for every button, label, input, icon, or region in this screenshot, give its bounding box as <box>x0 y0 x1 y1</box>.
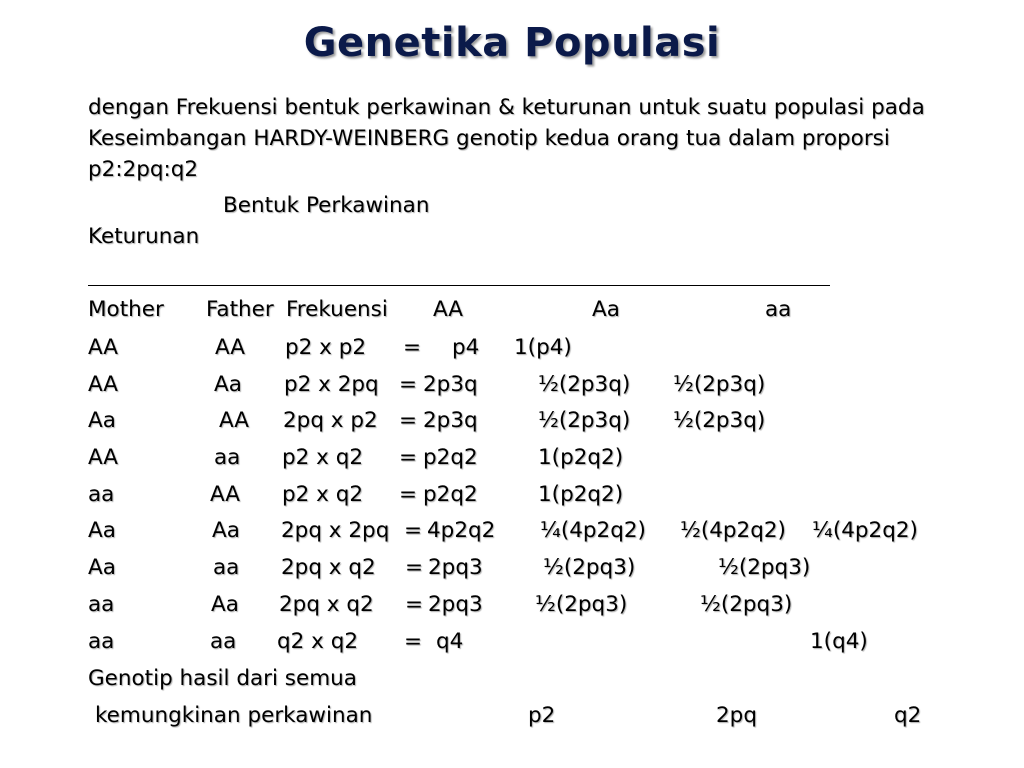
cell-AA: 1(p2q2) <box>538 445 624 470</box>
cell-equals: = <box>399 482 418 507</box>
cell-equals: = <box>405 555 424 580</box>
cell-mother: aa <box>88 482 115 507</box>
cell-equals: = <box>399 408 418 433</box>
cell-father: aa <box>210 629 237 654</box>
cell-cross: p2 x 2pq <box>284 372 379 397</box>
subheading: Bentuk Perkawinan <box>223 193 430 218</box>
slide-title: Genetika Populasi <box>303 20 721 66</box>
cell-aa: ¼(4p2q2) <box>812 518 918 543</box>
cell-father: Aa <box>211 592 239 617</box>
summary-line-1: Genotip hasil dari semua <box>88 666 357 691</box>
cell-mother: aa <box>88 629 115 654</box>
cell-mother: AA <box>88 372 119 397</box>
cell-Aa: ½(2pq3) <box>700 592 793 617</box>
cell-cross: 2pq x 2pq <box>281 518 390 543</box>
cell-equals: = <box>405 592 424 617</box>
cell-frequency: 2pq3 <box>428 592 483 617</box>
cell-cross: 2pq x q2 <box>279 592 374 617</box>
cell-AA: ½(2pq3) <box>543 555 636 580</box>
cell-equals: = <box>404 518 423 543</box>
cell-mother: aa <box>88 592 115 617</box>
cell-frequency: p2q2 <box>423 445 478 470</box>
header-frekuensi: Frekuensi <box>286 297 388 322</box>
cell-AA: ½(2pq3) <box>535 592 628 617</box>
cell-Aa: ½(2p3q) <box>673 408 766 433</box>
cell-father: Aa <box>212 518 240 543</box>
cell-AA: ¼(4p2q2) <box>540 518 646 543</box>
cell-cross: 2pq x p2 <box>283 408 378 433</box>
cell-cross: p2 x q2 <box>282 482 364 507</box>
cell-father: aa <box>214 445 241 470</box>
cell-AA: 1(p4) <box>514 335 572 360</box>
header-Aa: Aa <box>592 297 620 322</box>
header-AA: AA <box>433 297 464 322</box>
cell-cross: p2 x q2 <box>282 445 364 470</box>
header-aa: aa <box>765 297 792 322</box>
cell-mother: Aa <box>88 555 116 580</box>
cell-father: AA <box>215 335 246 360</box>
cell-frequency: p2q2 <box>423 482 478 507</box>
cell-AA: ½(2p3q) <box>538 372 631 397</box>
summary-q2: q2 <box>894 703 922 728</box>
summary-p2: p2 <box>528 703 556 728</box>
cell-mother: Aa <box>88 518 116 543</box>
cell-equals: = <box>399 372 418 397</box>
cell-AA: 1(p2q2) <box>538 482 624 507</box>
summary-line-2: kemungkinan perkawinan <box>95 703 373 728</box>
cell-Aa: ½(2p3q) <box>673 372 766 397</box>
header-mother: Mother <box>88 297 164 322</box>
cell-frequency: p4 <box>452 335 480 360</box>
cell-father: Aa <box>214 372 242 397</box>
cell-Aa: ½(4p2q2) <box>680 518 786 543</box>
cell-frequency: 4p2q2 <box>427 518 496 543</box>
header-father: Father <box>206 297 274 322</box>
cell-mother: AA <box>88 335 119 360</box>
cell-mother: Aa <box>88 408 116 433</box>
cell-equals: = <box>403 335 422 360</box>
cell-frequency: 2p3q <box>423 372 478 397</box>
cell-mother: AA <box>88 445 119 470</box>
cell-father: AA <box>219 408 250 433</box>
cell-equals: = <box>399 445 418 470</box>
cell-frequency: 2p3q <box>423 408 478 433</box>
keturunan-label: Keturunan <box>88 224 200 249</box>
cell-Aa: ½(2pq3) <box>718 555 811 580</box>
cell-frequency: q4 <box>436 629 464 654</box>
summary-2pq: 2pq <box>716 703 757 728</box>
intro-paragraph: dengan Frekuensi bentuk perkawinan & keturunan untuk suatu populasi pada Keseimbangan HARDY-WEINBERG genotip kedua orang tua dalam proporsi p2:2pq:q2 <box>88 95 925 182</box>
cell-father: AA <box>210 482 241 507</box>
divider-rule <box>88 285 830 286</box>
cell-cross: p2 x p2 <box>285 335 367 360</box>
cell-cross: 2pq x q2 <box>281 555 376 580</box>
cell-father: aa <box>213 555 240 580</box>
cell-AA: ½(2p3q) <box>538 408 631 433</box>
cell-aa: 1(q4) <box>810 629 868 654</box>
cell-equals: = <box>404 629 423 654</box>
cell-cross: q2 x q2 <box>277 629 359 654</box>
cell-frequency: 2pq3 <box>428 555 483 580</box>
